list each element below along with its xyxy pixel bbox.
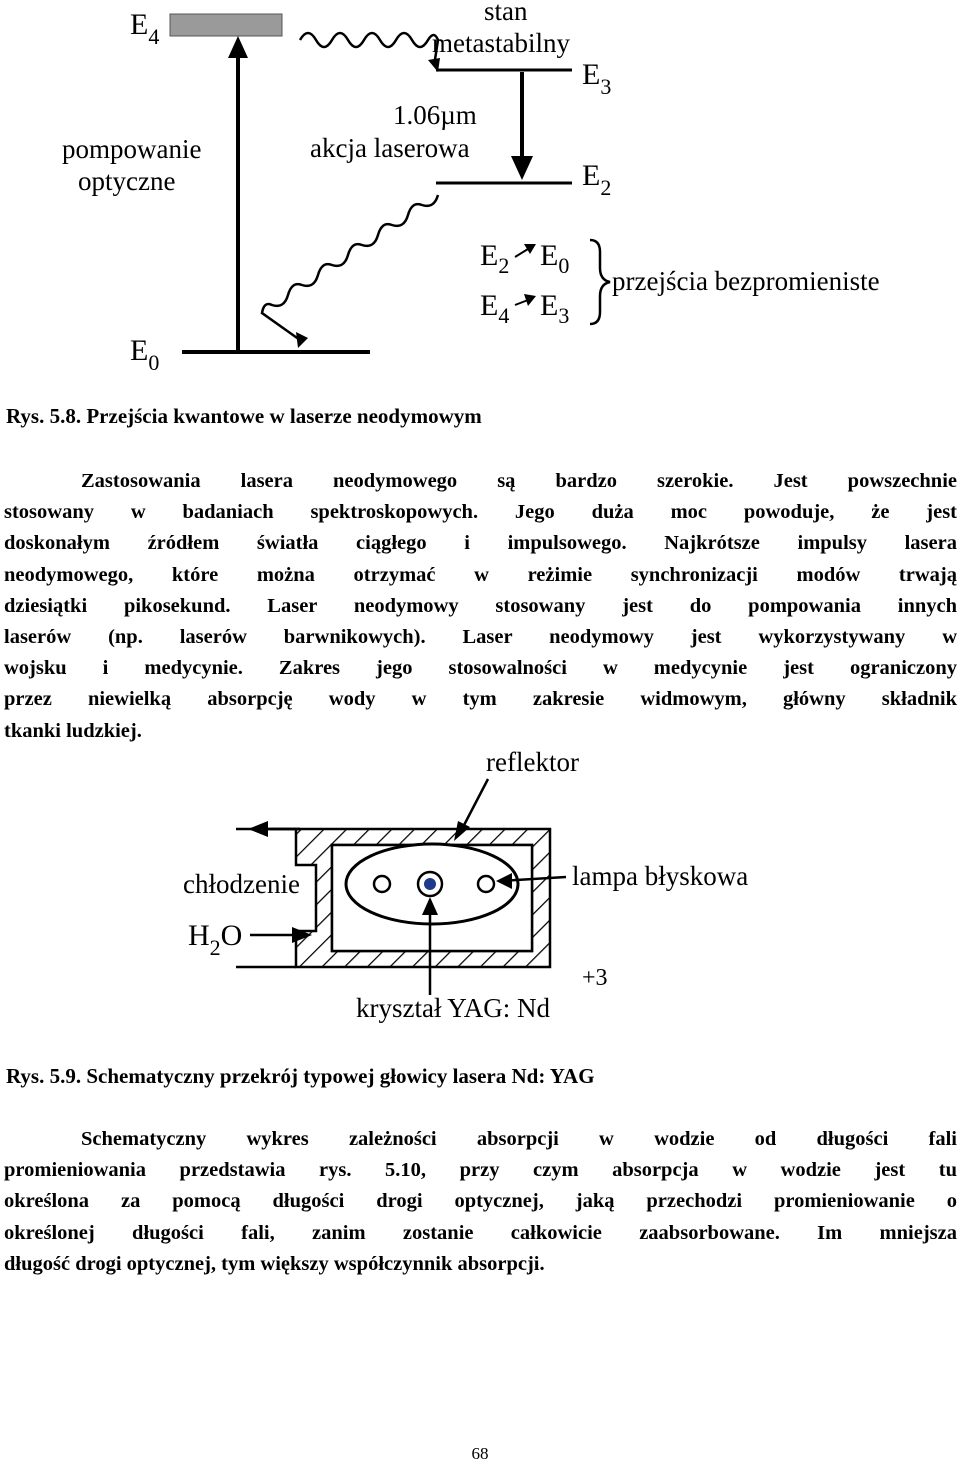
e4-level-band xyxy=(170,14,282,36)
laser-head-diagram xyxy=(0,745,960,1035)
crystal-superscript: +3 xyxy=(582,965,608,991)
figure-caption-5-9: Rys. 5.9. Schematyczny przekrój typowej głowicy lasera Nd: YAG xyxy=(6,1064,595,1088)
e3-label: $E_3$ xyxy=(582,58,612,99)
reflector-label: reflektor xyxy=(486,747,579,777)
paragraph-line: dziesiątki pikosekund. Laser neodymowy stosowany jest do pompowania innych xyxy=(4,594,957,617)
page-number: 68 xyxy=(471,1444,489,1463)
paragraph-line: laserów (np. laserów barwnikowych). Laser neodymowy jest wykorzystywany w xyxy=(4,625,957,648)
flash-lamp-left xyxy=(374,876,390,892)
paragraph-line: Schematyczny wykres zależności absorpcji w wodzie od długości fali xyxy=(81,1128,957,1150)
paragraph-line: długość drogi optycznej, tym większy współczynnik absorpcji. xyxy=(4,1252,545,1275)
e2-label: $E_2$ xyxy=(582,159,612,200)
e4-label: $E_4$ xyxy=(130,8,160,49)
crystal-label: kryształ YAG: Nd xyxy=(356,993,550,1023)
e0-label: $E_0$ xyxy=(130,334,160,375)
wavy-arrow-bottom xyxy=(262,195,438,340)
pump-label-line1: pompowanie xyxy=(62,134,202,164)
laser-label-line1: 1.06µm xyxy=(393,100,477,130)
pump-label-line2: optyczne xyxy=(78,166,176,196)
paragraph-line: neodymowego, które można otrzymać w reżimie synchronizacji modów trwają xyxy=(4,563,957,586)
paragraph-line: przez niewielką absorpcję wody w tym zakresie widmowym, główny składnik xyxy=(4,688,957,711)
paragraph-line: promieniowania przedstawia rys. 5.10, przy czym absorpcja w wodzie jest tu xyxy=(4,1159,957,1182)
paragraph-line: określonej długości fali, zanim zostanie całkowicie zaabsorbowane. Im mniejsza xyxy=(4,1221,957,1244)
transition-e4-e3: $E_4$ xyxy=(480,289,510,328)
transition-e4-e3-target: $E_3$ xyxy=(540,289,570,328)
paragraph-applications xyxy=(4,466,957,747)
energy-level-diagram xyxy=(0,0,960,375)
transition-e2-e0-target: $E_0$ xyxy=(540,239,570,278)
paragraph-line: określona za pomocą długości drogi optycznej, jaką przechodzi promieniowanie o xyxy=(4,1190,957,1213)
cooling-label: chłodzenie xyxy=(183,869,300,899)
metastable-label-line2: metastabilny xyxy=(432,28,570,58)
paragraph-line: tkanki ludzkiej. xyxy=(4,719,142,742)
wavy-arrow-top xyxy=(300,33,438,66)
paragraph-line: stosowany w badaniach spektroskopowych. Jego duża moc powoduje, że jest xyxy=(4,501,957,524)
paragraph-absorption xyxy=(4,1124,957,1280)
laser-label-line2: akcja laserowa xyxy=(310,133,470,163)
paragraph-line: wojsku i medycynie. Zakres jego stosowalności w medycynie jest ograniczony xyxy=(4,657,957,680)
water-label: $H_2O$ xyxy=(188,919,243,960)
transition-e2-e0: $E_2$ xyxy=(480,239,510,278)
flash-lamp-right xyxy=(478,876,494,892)
paragraph-line: Zastosowania lasera neodymowego są bardzo szerokie. Jest powszechnie xyxy=(81,470,957,492)
curly-brace xyxy=(590,240,610,324)
figure-caption-5-8: Rys. 5.8. Przejścia kwantowe w laserze neodymowym xyxy=(6,404,482,428)
metastable-label-line1: stan xyxy=(484,0,528,26)
paragraph-line: doskonałym źródłem światła ciągłego i impulsowego. Najkrótsze impulsy lasera xyxy=(4,532,957,555)
nonradiative-label: przejścia bezpromieniste xyxy=(612,266,880,296)
flashlamp-label: lampa błyskowa xyxy=(572,861,749,891)
